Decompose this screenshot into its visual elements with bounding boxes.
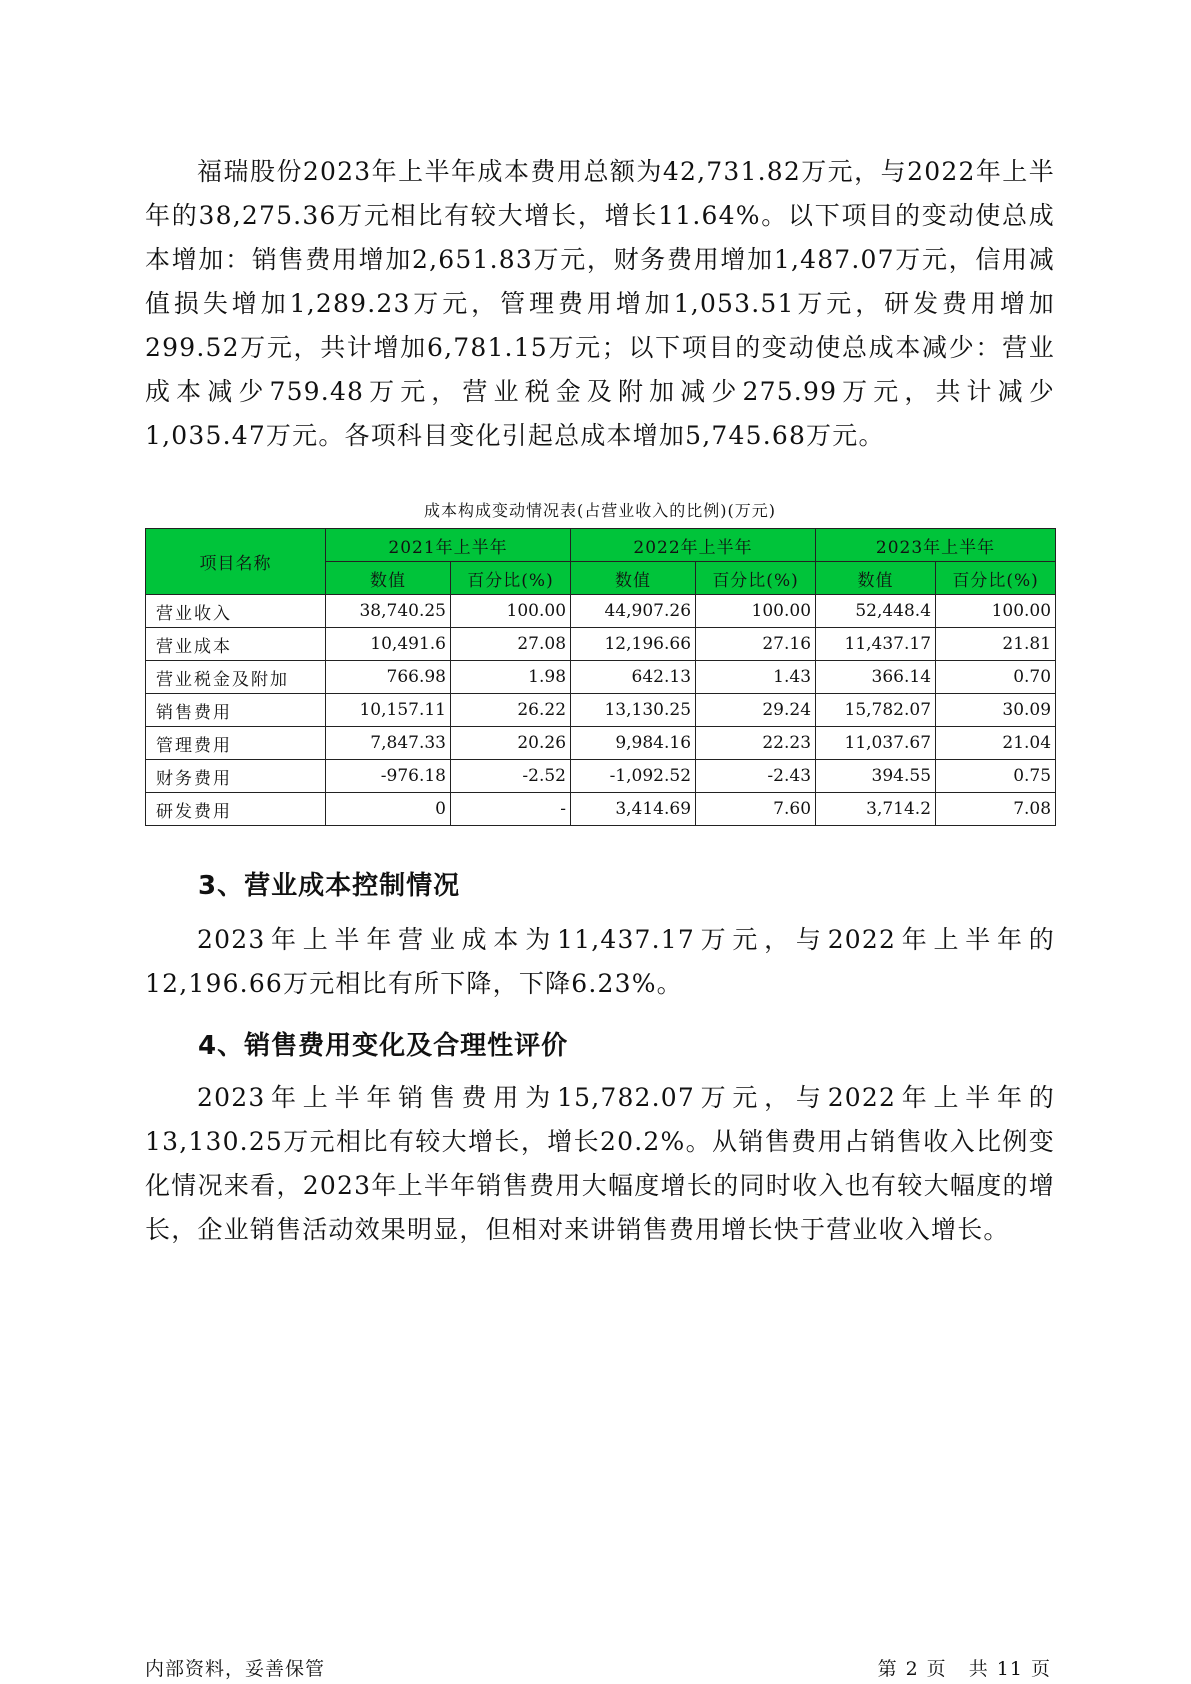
cell-pct: -2.52 [451, 760, 571, 793]
table-row [146, 760, 1056, 793]
cell-value: 642.13 [571, 661, 696, 694]
cell-pct: 21.81 [936, 628, 1056, 661]
cell-pct: 29.24 [696, 694, 816, 727]
row-name: 营业成本 [146, 628, 326, 661]
row-name: 管理费用 [146, 727, 326, 760]
cell-pct: 1.98 [451, 661, 571, 694]
cell-value: 366.14 [816, 661, 936, 694]
total-prefix: 共 [968, 1658, 989, 1680]
cell-pct: 20.26 [451, 727, 571, 760]
table-caption: 成本构成变动情况表(占营业收入的比例)(万元) [424, 501, 776, 520]
period-header-2022: 2022年上半年 [571, 529, 816, 562]
cell-pct: 100.00 [936, 595, 1056, 628]
footer-page-indicator [874, 1654, 1055, 1681]
cell-pct: 27.08 [451, 628, 571, 661]
cell-pct: 0.75 [936, 760, 1056, 793]
cell-pct: 0.70 [936, 661, 1056, 694]
cell-pct: 22.23 [696, 727, 816, 760]
cell-value: 10,157.11 [326, 694, 451, 727]
table-row [146, 793, 1056, 826]
cell-pct: 100.00 [451, 595, 571, 628]
pct-header: 百分比(%) [451, 562, 571, 595]
table-row [146, 628, 1056, 661]
cell-value: 13,130.25 [571, 694, 696, 727]
section-heading-operating-cost: 3、营业成本控制情况 [198, 871, 461, 901]
cell-value: 7,847.33 [326, 727, 451, 760]
row-name: 销售费用 [146, 694, 326, 727]
period-header-2023: 2023年上半年 [816, 529, 1056, 562]
pct-header: 百分比(%) [936, 562, 1056, 595]
pct-header: 百分比(%) [696, 562, 816, 595]
footer-confidential-note: 内部资料，妥善保管 [145, 1658, 326, 1680]
cell-value: 3,714.2 [816, 793, 936, 826]
cell-value: 12,196.66 [571, 628, 696, 661]
item-name-header: 项目名称 [146, 529, 326, 595]
page-prefix: 第 [877, 1658, 898, 1680]
cell-pct: 7.60 [696, 793, 816, 826]
cell-value: 52,448.4 [816, 595, 936, 628]
table-row [146, 694, 1056, 727]
cell-pct: 30.09 [936, 694, 1056, 727]
sales-expense-paragraph: 2023年上半年销售费用为15,782.07万元，与2022年上半年的13,130.25万元相比有较大增长，增长20.2%。从销售费用占销售收入比例变化情况来看，2023年上半年销售费用大幅度增长的同时收入也有较大幅度的增长，企业销售活动效果明显，但相对来讲销售费用增长快于营业收入增长。 [145, 1083, 1055, 1244]
cell-pct: - [451, 793, 571, 826]
cost-structure-table [145, 528, 1056, 826]
cell-value: 15,782.07 [816, 694, 936, 727]
table-row [146, 595, 1056, 628]
total-pages: 11 [996, 1658, 1023, 1680]
cell-pct: 26.22 [451, 694, 571, 727]
intro-paragraph: 福瑞股份2023年上半年成本费用总额为42,731.82万元，与2022年上半年的38,275.36万元相比有较大增长，增长11.64%。以下项目的变动使总成本增加：销售费用增加2,651.83万元，财务费用增加1,487.07万元，信用减值损失增加1,289.23万元，管理费用增加1,053.51万元，研发费用增加299.52万元，共计增加6,781.15万元；以下项目的变动使总成本减少：营业成本减少759.48万元，营业税金及附加减少275.99万元，共计减少1,035.47万元。各项科目变化引起总成本增加5,745.68万元。 [145, 157, 1056, 450]
cell-pct: 100.00 [696, 595, 816, 628]
total-unit: 页 [1030, 1658, 1051, 1680]
cell-value: 766.98 [326, 661, 451, 694]
table-row [146, 661, 1056, 694]
cell-pct: 1.43 [696, 661, 816, 694]
table-row [146, 727, 1056, 760]
page-unit: 页 [926, 1658, 947, 1680]
cell-value: -976.18 [326, 760, 451, 793]
value-header: 数值 [816, 562, 936, 595]
cell-pct: 7.08 [936, 793, 1056, 826]
cell-value: 9,984.16 [571, 727, 696, 760]
cell-pct: 27.16 [696, 628, 816, 661]
value-header: 数值 [571, 562, 696, 595]
cell-value: 0 [326, 793, 451, 826]
cell-value: -1,092.52 [571, 760, 696, 793]
operating-cost-paragraph: 2023年上半年营业成本为11,437.17万元，与2022年上半年的12,196.66万元相比有所下降，下降6.23%。 [145, 925, 1055, 998]
period-header-2021: 2021年上半年 [326, 529, 571, 562]
cell-value: 394.55 [816, 760, 936, 793]
cell-value: 38,740.25 [326, 595, 451, 628]
cell-value: 11,437.17 [816, 628, 936, 661]
row-name: 研发费用 [146, 793, 326, 826]
row-name: 营业税金及附加 [146, 661, 326, 694]
cell-value: 11,037.67 [816, 727, 936, 760]
value-header: 数值 [326, 562, 451, 595]
cell-value: 3,414.69 [571, 793, 696, 826]
cell-pct: 21.04 [936, 727, 1056, 760]
row-name: 财务费用 [146, 760, 326, 793]
page-number: 2 [905, 1658, 919, 1680]
cell-value: 10,491.6 [326, 628, 451, 661]
table-header-row [146, 529, 1056, 562]
row-name: 营业收入 [146, 595, 326, 628]
cell-value: 44,907.26 [571, 595, 696, 628]
cell-pct: -2.43 [696, 760, 816, 793]
section-heading-sales-expense: 4、销售费用变化及合理性评价 [198, 1031, 569, 1061]
